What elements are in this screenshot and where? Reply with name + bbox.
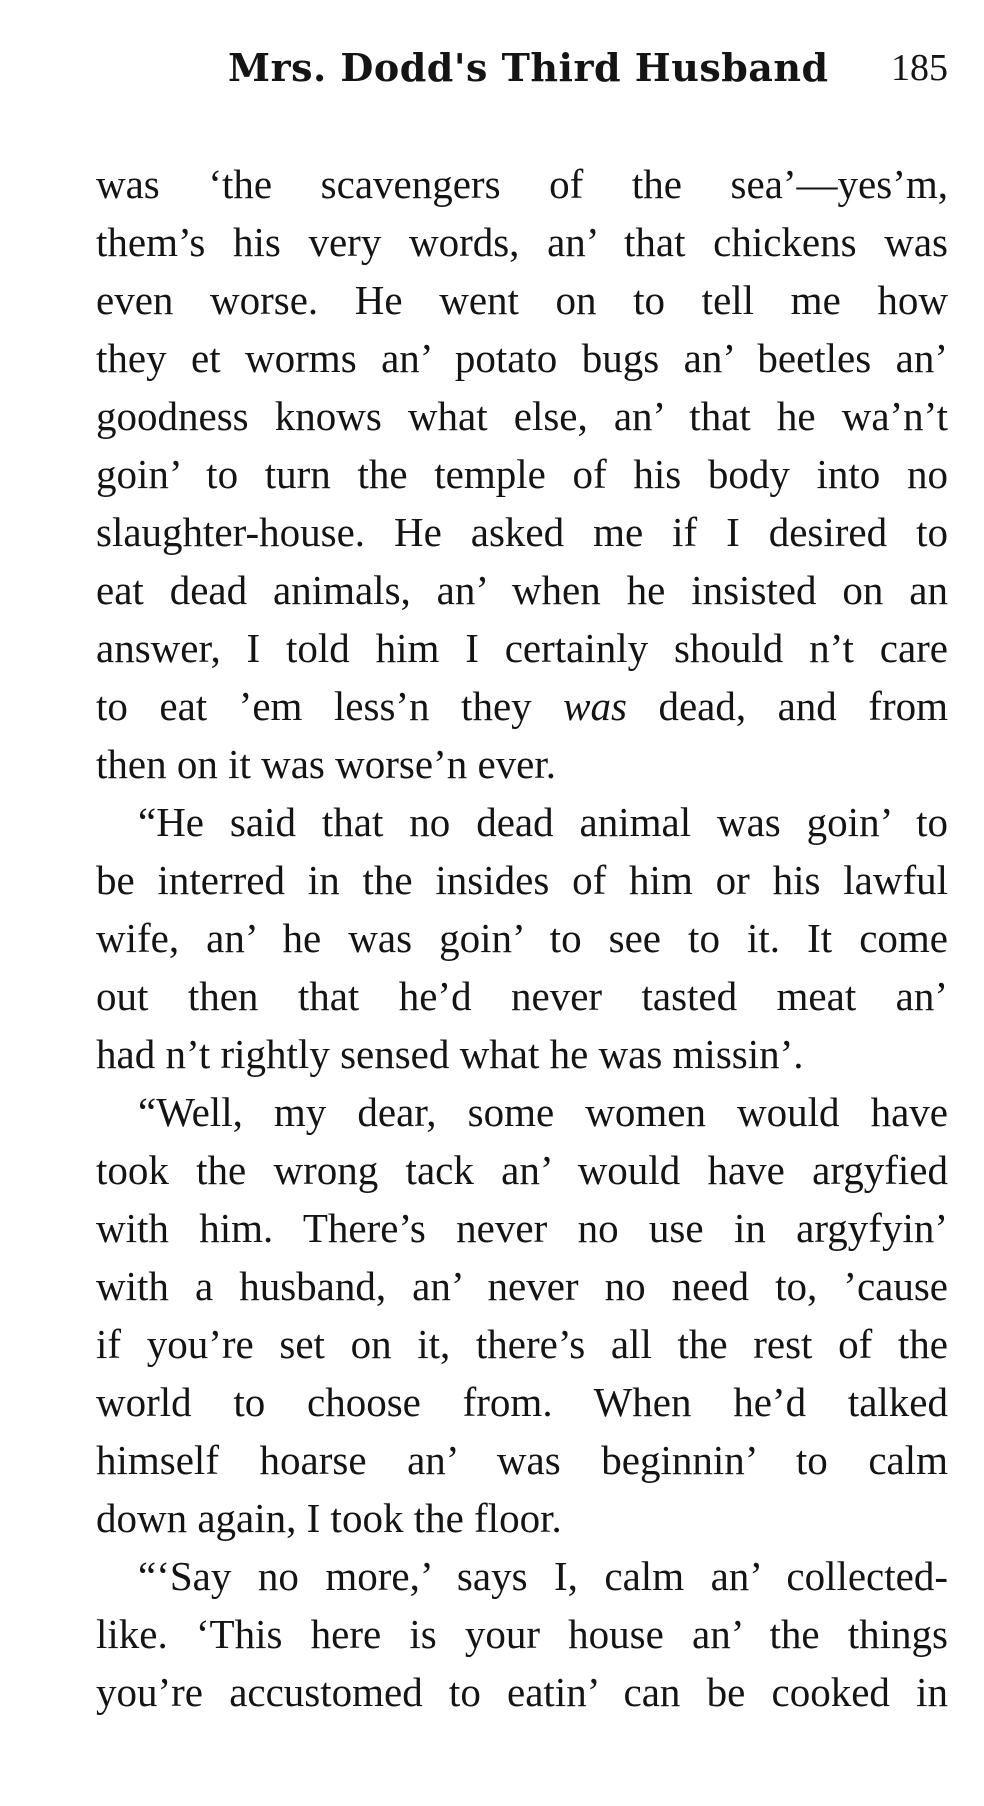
text-line: “Well, my dear, some women would have [138,1089,948,1135]
text-line: goodness knows what else, an’ that he wa’n’t [96,393,948,439]
text-line: world to choose from. When he’d talked [96,1379,948,1425]
text-line: answer, I told him I certainly should n’t care [96,625,948,671]
text-line: eat dead animals, an’ when he insisted on an [96,567,948,613]
text-line: if you’re set on it, there’s all the rest of the [96,1321,948,1367]
text-line: with a husband, an’ never no need to, ’cause [96,1263,948,1309]
text-line: like. ‘This here is your house an’ the things [96,1611,948,1657]
text-line: they et worms an’ potato bugs an’ beetles an’ [96,335,948,381]
text-line: goin’ to turn the temple of his body into no [96,451,948,497]
text-line: even worse. He went on to tell me how [96,277,948,323]
running-title: Mrs. Dodd's Third Husband [228,45,829,90]
emphasis-word: was [563,683,627,729]
text-line: “He said that no dead animal was goin’ to [138,799,948,845]
body-text [96,155,948,1721]
text-line: took the wrong tack an’ would have argyfied [96,1147,948,1193]
text-line: be interred in the insides of him or his lawful [96,857,948,903]
text-line: out then that he’d never tasted meat an’ [96,973,948,1019]
paragraph [96,793,948,1083]
paragraph [96,1547,948,1721]
text-line: them’s his very words, an’ that chickens was [96,219,948,265]
page-number: 185 [891,47,948,89]
text-line: slaughter-house. He asked me if I desired to [96,509,948,555]
text-line: himself hoarse an’ was beginnin’ to calm [96,1437,948,1483]
text-segment: dead, and from [658,683,949,729]
text-segment: to eat ’em less’n they [96,683,532,729]
text-line: down again, I took the floor. [96,1495,562,1541]
text-line: you’re accustomed to eatin’ can be cooked in [96,1669,948,1715]
paragraph [96,1083,948,1547]
text-line: wife, an’ he was goin’ to see to it. It come [96,915,948,961]
text-line: with him. There’s never no use in argyfyin’ [96,1205,948,1251]
text-line: had n’t rightly sensed what he was missin’. [96,1031,804,1077]
text-line: then on it was worse’n ever. [96,741,556,787]
text-line: was ‘the scavengers of the sea’—yes’m, [96,161,948,207]
paragraph [96,155,948,793]
text-line: “‘Say no more,’ says I, calm an’ collected- [138,1553,948,1599]
text-line-with-emphasis [96,677,948,735]
running-head [96,38,948,98]
